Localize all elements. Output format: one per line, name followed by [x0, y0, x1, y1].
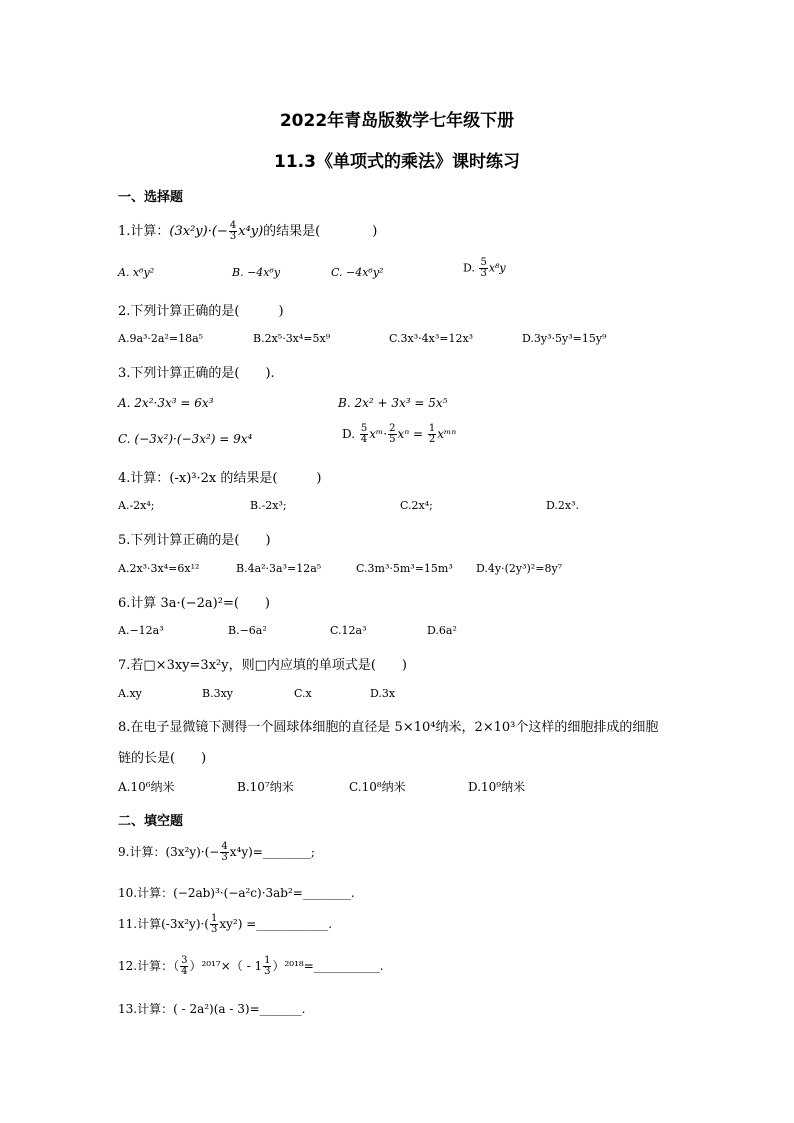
q2-option-c: C.3x³·4x³=12x³: [389, 332, 474, 345]
q1-lead: 1.计算：: [118, 224, 170, 239]
question-11: 11.计算(-3x²y)·( $\frac{1}{3}$ xy²) =____________.: [118, 913, 333, 935]
question-12: 12.计算：（ $\frac{3}{4}$ ）²⁰¹⁷×（ - 1 $\frac{1}{3}$ ）²⁰¹⁸=___________.: [118, 955, 384, 977]
q8-option-c: C.10⁸纳米: [349, 780, 406, 794]
q1-expr-a: (3x²y)·(−: [169, 224, 228, 239]
q2-option-d: D.3y³·5y³=15y⁹: [522, 332, 607, 345]
question-13: 13.计算：( - 2a²)(a - 3)=_______.: [118, 1002, 306, 1016]
question-5: 5.下列计算正确的是( ): [118, 533, 271, 548]
q6-option-a: A.−12a³: [118, 624, 164, 637]
q6-option-b: B.−6a²: [228, 624, 267, 637]
question-7: 7.若□×3xy=3x²y，则□内应填的单项式是( ): [118, 658, 408, 673]
q7-option-b: B.3xy: [202, 687, 233, 700]
question-9: 9.计算：(3x²y)·(− $\frac{4}{3}$ x⁴y)=________;: [118, 841, 315, 863]
q3-option-a: A. 2x²·3x³ = 6x³: [118, 396, 214, 410]
q3-option-c: C. (−3x²)·(−3x²) = 9x⁴: [118, 432, 253, 446]
page-title: 2022年青岛版数学七年级下册: [279, 111, 515, 131]
q5-option-b: B.4a²·3a³=12a⁵: [236, 562, 322, 575]
q7-option-d: D.3x: [370, 687, 396, 700]
page-subtitle: 11.3《单项式的乘法》课时练习: [274, 152, 520, 172]
q7-option-a: A.xy: [118, 687, 142, 700]
q8-option-a: A.10⁶纳米: [118, 780, 175, 794]
q1-tail: 的结果是( ): [263, 224, 378, 239]
q4-option-b: B.-2x³;: [250, 499, 287, 512]
q3-option-b: B. 2x² + 3x³ = 5x⁵: [338, 396, 448, 410]
q1-option-a: A. x⁶y²: [118, 266, 155, 279]
q1-option-d: D. $\frac{5}{3}$ x⁸y: [463, 257, 506, 279]
q2-option-b: B.2x⁵·3x⁴=5x⁹: [253, 332, 331, 345]
q4-option-c: C.2x⁴;: [400, 499, 433, 512]
question-2: 2.下列计算正确的是( ): [118, 304, 284, 319]
q6-option-d: D.6a²: [427, 624, 457, 637]
question-6: 6.计算 3a·(−2a)²=( ): [118, 596, 270, 611]
q4-option-a: A.-2x⁴;: [118, 499, 155, 512]
q5-option-c: C.3m³·5m³=15m³: [356, 562, 453, 575]
q8-option-b: B.10⁷纳米: [237, 780, 294, 794]
q1-option-b: B. −4x⁶y: [232, 266, 281, 279]
q1-option-c: C. −4x⁶y²: [331, 266, 384, 279]
question-10: 10.计算：(−2ab)³·(−a²c)·3ab²=________.: [118, 886, 355, 900]
q4-option-d: D.2x³.: [546, 499, 580, 512]
q8-option-d: D.10⁹纳米: [468, 780, 526, 794]
question-1: [118, 220, 377, 242]
question-8-line-2: 链的长是( ): [118, 751, 207, 766]
question-3: 3.下列计算正确的是( ).: [118, 366, 275, 381]
section-choice-heading: 一、选择题: [118, 190, 184, 205]
q1-fraction: $\frac{4}{3}$: [229, 220, 237, 242]
q1-expr-b: x⁴y): [238, 224, 264, 239]
q5-option-d: D.4y·(2y³)²=8y⁷: [476, 562, 563, 575]
question-8-line-1: 8.在电子显微镜下测得一个圆球体细胞的直径是 5×10⁴纳米，2×10³个这样的细胞排成的细胞: [118, 720, 659, 735]
question-4: 4.计算：(-x)³·2x 的结果是( ): [118, 471, 322, 486]
section-fill-heading: 二、填空题: [118, 814, 184, 829]
q7-option-c: C.x: [294, 687, 312, 700]
q3-option-d: D. $\frac{5}{4}$ xᵐ· $\frac{2}{5}$ xⁿ = $\frac{1}{2}$ xᵐⁿ: [342, 423, 457, 445]
q6-option-c: C.12a³: [330, 624, 367, 637]
q2-option-a: A.9a³·2a²=18a⁵: [118, 332, 204, 345]
q5-option-a: A.2x³·3x⁴=6x¹²: [118, 562, 200, 575]
